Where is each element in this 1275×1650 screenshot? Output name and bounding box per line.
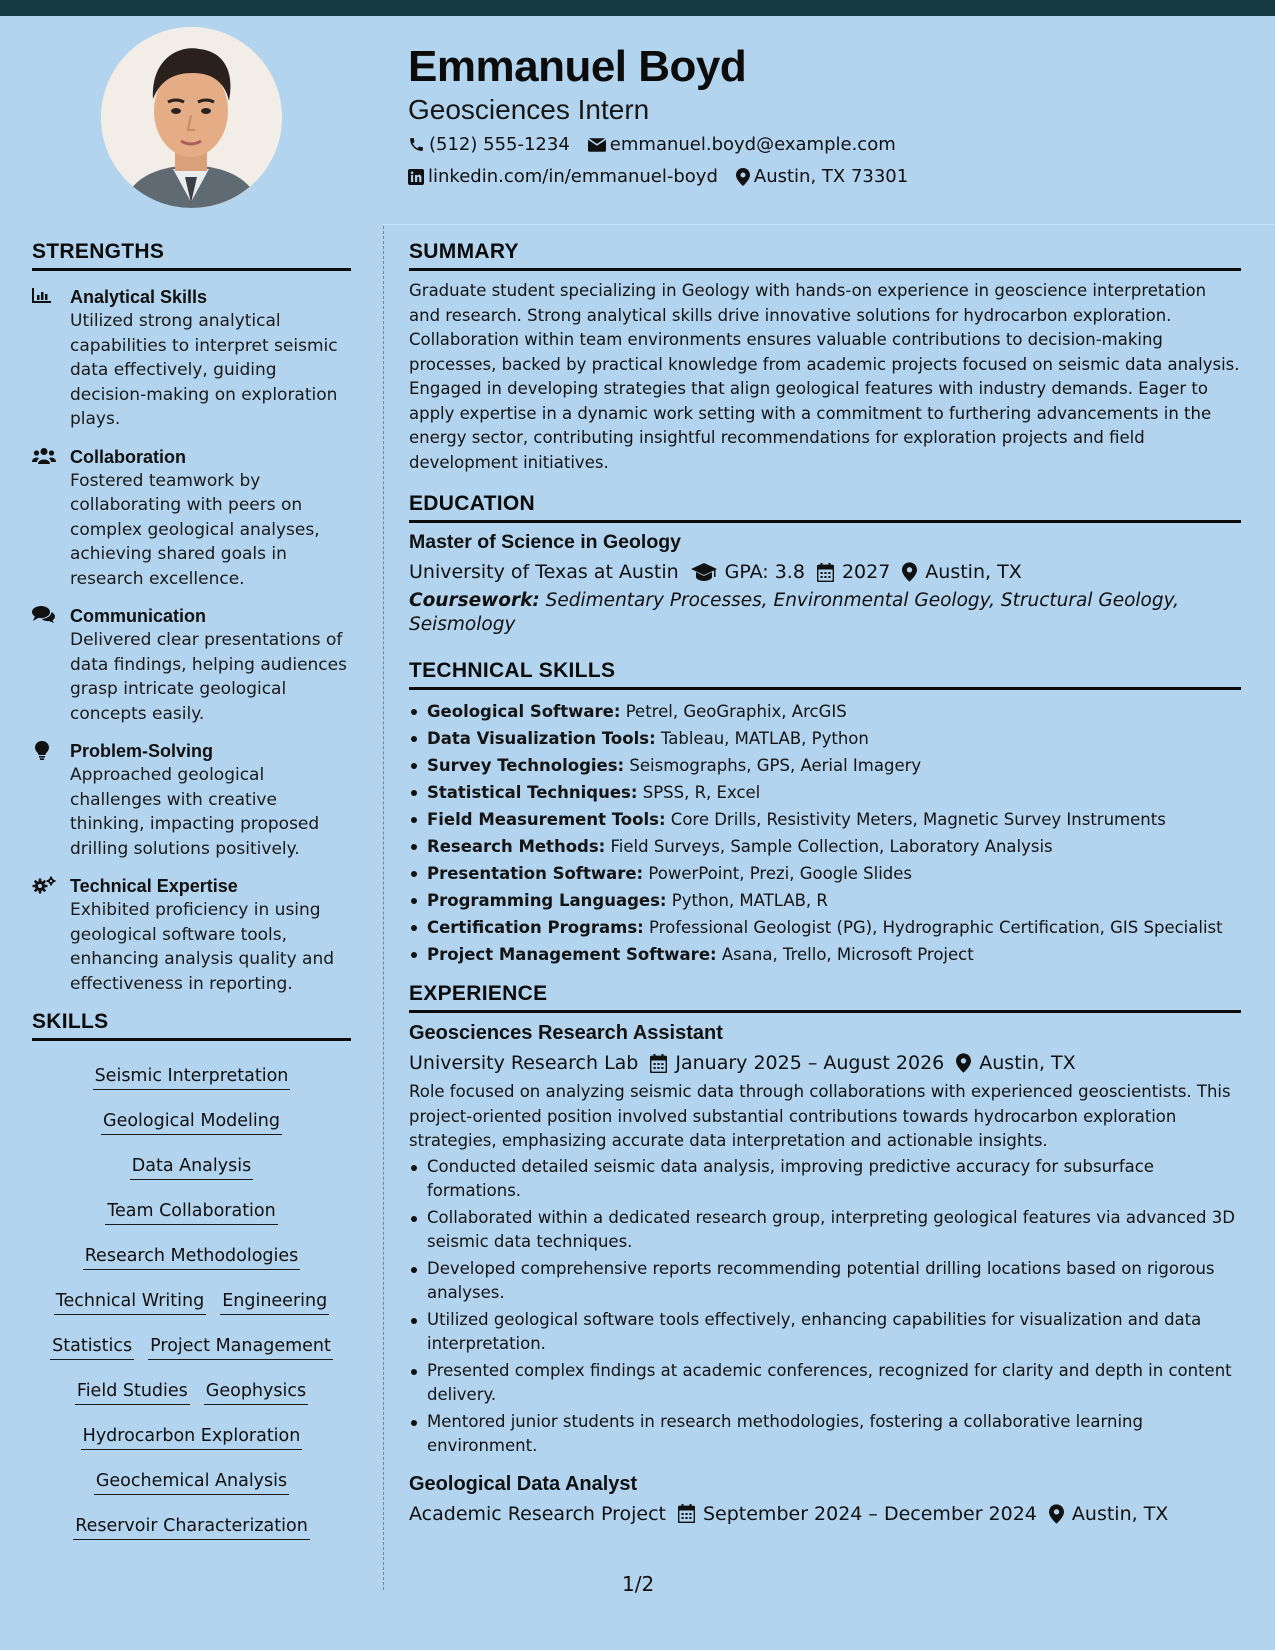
linkedin-icon [408,169,424,185]
contact-phone [408,134,570,155]
skill-tag: Research Methodologies [83,1244,301,1270]
strengths-list [32,285,351,996]
strength-item [32,285,351,432]
skill-tag: Reservoir Characterization [73,1514,310,1540]
calendar-icon [678,1504,695,1523]
calendar-icon [817,563,834,582]
candidate-role: Geosciences Intern [408,94,650,125]
calendar-icon [650,1054,667,1073]
candidate-name: Emmanuel Boyd [408,42,747,91]
skill-tag: Technical Writing [54,1289,206,1315]
experience-heading: EXPERIENCE [409,982,1241,1013]
map-marker-icon [902,562,917,582]
skill-tag: Geochemical Analysis [94,1469,289,1495]
tech-skill-item: Project Management Software: Asana, Trello, Microsoft Project [409,941,1241,968]
tech-skill-item: Programming Languages: Python, MATLAB, R [409,887,1241,914]
header-divider [383,224,1275,225]
summary-heading: SUMMARY [409,240,1241,271]
top-color-bar [0,0,1275,16]
skill-tag: Team Collaboration [105,1199,277,1225]
strength-item [32,739,351,861]
bar-chart-icon [32,287,52,303]
contact-row-1 [408,134,914,155]
map-marker-icon [956,1053,971,1073]
job-bullet: Utilized geological software tools effectively, enhancing capabilities for visualization and data interpretation. [409,1308,1241,1357]
email-text[interactable]: emmanuel.boyd@example.com [609,134,896,155]
edu-location-item [902,561,1021,583]
strength-desc: Approached geological challenges with creative thinking, impacting proposed drilling solutions positively. [70,765,320,859]
tech-skill-item: Field Measurement Tools: Core Drills, Resistivity Meters, Magnetic Survey Instruments [409,806,1241,833]
location-text: Austin, TX 73301 [753,166,909,187]
skill-tag: Geophysics [204,1379,308,1405]
graduation-cap-icon [691,563,717,581]
coursework-label: Coursework: [409,590,540,611]
job-location: Austin, TX [979,1052,1076,1074]
map-marker-icon [1049,1504,1064,1524]
job-dates-item [678,1503,1037,1525]
job-bullet: Presented complex findings at academic conferences, recognized for clarity and depth in content delivery. [409,1359,1241,1408]
job-bullet: Mentored junior students in research methodologies, fostering a collaborative learning environment. [409,1410,1241,1459]
strength-name: Communication [70,606,207,626]
year-item [817,561,890,583]
job-title: Geosciences Research Assistant [409,1022,723,1044]
tech-skill-item: Survey Technologies: Seismographs, GPS, Aerial Imagery [409,752,1241,779]
contact-email[interactable] [588,134,896,155]
users-icon [32,447,56,464]
edu-location-text: Austin, TX [925,561,1022,583]
right-column [409,240,1241,1525]
strength-desc: Fostered teamwork by collaborating with peers on complex geological analyses, achieving shared goals in research excellence. [70,470,320,589]
year-text: 2027 [841,561,891,583]
skill-tag: Field Studies [75,1379,190,1405]
technical-skills-heading: TECHNICAL SKILLS [409,659,1241,690]
school-name: University of Texas at Austin [409,561,679,583]
job-dates-item [650,1052,944,1074]
linkedin-text[interactable]: linkedin.com/in/emmanuel-boyd [428,166,718,187]
coursework [409,589,1241,637]
envelope-icon [588,138,606,152]
strength-name: Technical Expertise [70,876,238,896]
strength-desc: Utilized strong analytical capabilities to interpret seismic data effectively, guiding decision-making on exploration plays. [70,311,338,429]
job-bullets [409,1155,1241,1459]
job-dates: January 2025 – August 2026 [675,1052,945,1074]
job-org: University Research Lab [409,1052,639,1074]
job-title: Geological Data Analyst [409,1472,638,1495]
job-location: Austin, TX [1071,1502,1169,1525]
strength-item [32,874,351,996]
strength-desc: Delivered clear presentations of data findings, helping audiences grasp intricate geological concepts easily. [70,630,347,724]
strength-name: Analytical Skills [70,287,208,307]
skill-tag: Hydrocarbon Exploration [81,1424,303,1450]
column-divider [383,226,384,1590]
tech-skill-item: Research Methods: Field Surveys, Sample Collection, Laboratory Analysis [409,833,1241,860]
strength-name: Collaboration [70,446,186,467]
summary-text: Graduate student specializing in Geology with hands-on experience in geoscience interpretation and research. Strong analytical skills drive innovative solutions for hydrocarbon exploration. Collaboration within team environments ensures valuable contributions to decision-making processes, backed by practical knowledge from academic projects focused on seismic data analysis. Engaged in developing strategies that align geological features with industry demands. Eager to apply expertise in a dynamic work setting with a commitment to furthering advancements in the energy sector, contributing insightful recommendations for exploration projects and field development initiatives. [409,281,1240,472]
technical-skills-list [409,698,1241,968]
job-org: Academic Research Project [409,1502,666,1525]
strength-item [32,445,351,592]
gpa-text: GPA: 3.8 [724,561,805,583]
tech-skill-item: Geological Software: Petrel, GeoGraphix, ArcGIS [409,698,1241,725]
tech-skill-item: Statistical Techniques: SPSS, R, Excel [409,779,1241,806]
tech-skill-item: Data Visualization Tools: Tableau, MATLAB, Python [409,725,1241,752]
strength-name: Problem-Solving [70,741,214,761]
phone-icon [408,136,425,153]
profile-photo [101,27,282,208]
job-bullet: Developed comprehensive reports recommending potential drilling locations based on rigorous analyses. [409,1257,1241,1306]
contact-row-2 [408,166,926,187]
gpa-item [691,561,805,583]
map-marker-icon [736,168,750,186]
skills-cloud [32,1053,351,1548]
job-bullet: Conducted detailed seismic data analysis, improving predictive accuracy for subsurface formations. [409,1155,1241,1204]
skill-tag: Seismic Interpretation [93,1064,291,1090]
job-bullet: Collaborated within a dedicated research group, interpreting geological features via advanced 3D seismic data techniques. [409,1206,1241,1255]
strength-item [32,604,351,726]
gears-icon [32,876,56,894]
job-meta [409,1052,1241,1074]
education-heading: EDUCATION [409,492,1241,523]
job-location-item [1049,1503,1168,1525]
skill-tag: Engineering [220,1289,329,1315]
job-location-item [956,1052,1075,1074]
skill-tag: Statistics [50,1334,134,1360]
left-column [32,240,351,1548]
skills-heading: SKILLS [32,1010,351,1041]
job-meta [409,1503,1241,1525]
job-description: Role focused on analyzing seismic data through collaborations with experienced geoscientists. This project-oriented position involved substantial contributions towards hydrocarbon exploration strategies, emphasizing accurate data interpretation and actionable insights. [409,1082,1231,1150]
job-dates: September 2024 – December 2024 [702,1502,1037,1525]
skill-tag: Project Management [148,1334,333,1360]
strength-desc: Exhibited proficiency in using geological software tools, enhancing analysis quality and effectiveness in reporting. [70,900,335,994]
education-meta [409,561,1241,583]
lightbulb-icon [32,741,52,760]
skill-tag: Data Analysis [130,1154,253,1180]
tech-skill-item: Presentation Software: PowerPoint, Prezi, Google Slides [409,860,1241,887]
contact-linkedin[interactable] [408,166,718,187]
strengths-heading: STRENGTHS [32,240,351,271]
comments-icon [32,606,55,623]
page-number: 1/2 [622,1572,655,1596]
degree-title: Master of Science in Geology [409,531,681,553]
contact-location [736,166,908,187]
phone-text: (512) 555-1234 [429,134,570,155]
coursework-list: Sedimentary Processes, Environmental Geology, Structural Geology, Seismology [409,590,1179,635]
tech-skill-item: Certification Programs: Professional Geologist (PG), Hydrographic Certification, GIS Specialist [409,914,1241,941]
skill-tag: Geological Modeling [101,1109,282,1135]
